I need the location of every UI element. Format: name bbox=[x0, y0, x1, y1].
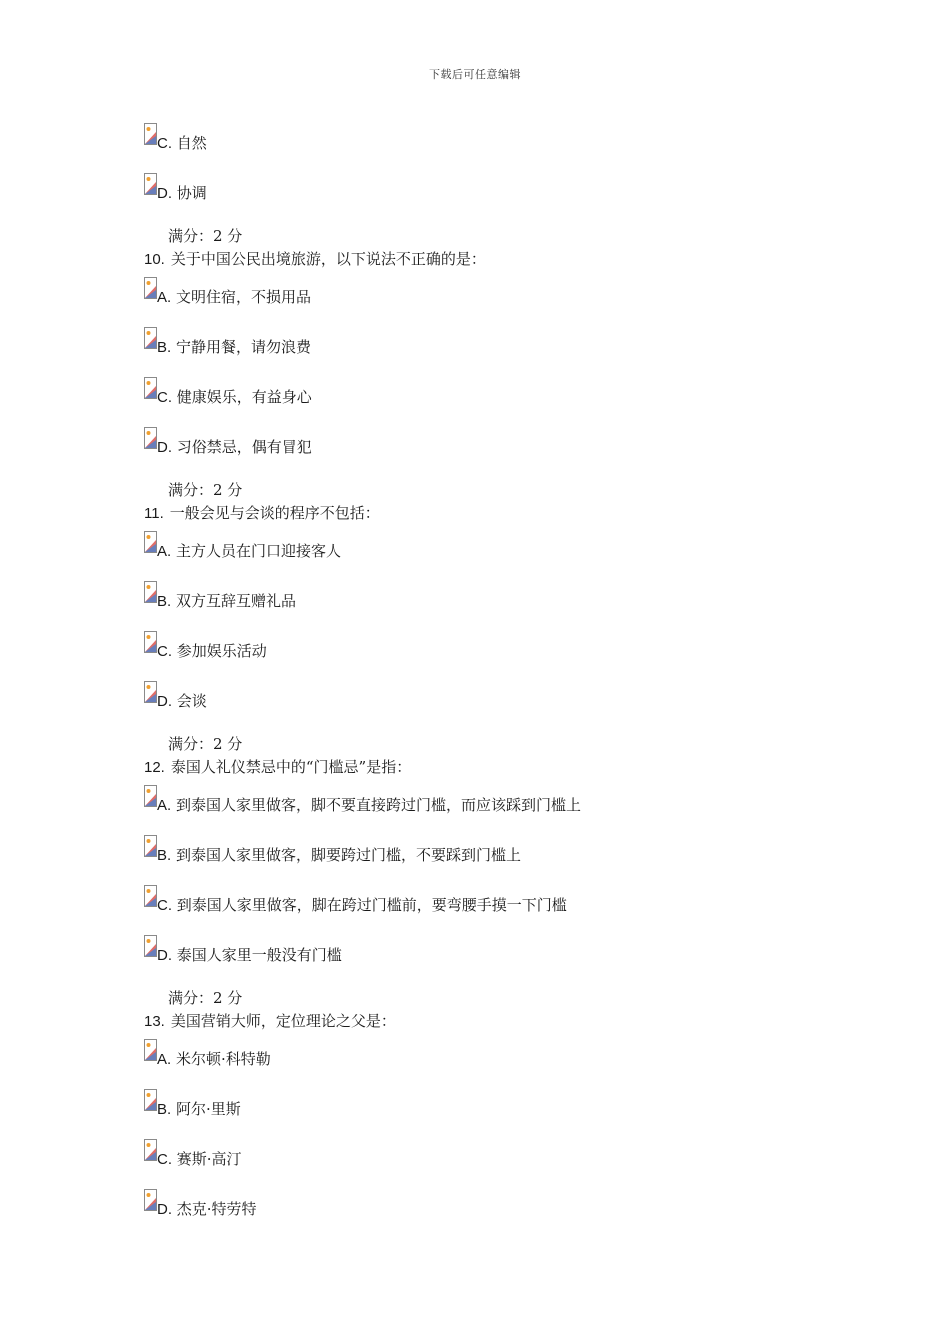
option-letter: D. bbox=[157, 947, 172, 964]
option-text: 主方人员在门口迎接客人 bbox=[171, 542, 341, 560]
option-text: 到泰国人家里做客，脚要跨过门槛，不要踩到门槛上 bbox=[171, 846, 521, 864]
option-letter: A. bbox=[157, 1051, 172, 1068]
option-text: 习俗禁忌，偶有冒犯 bbox=[172, 438, 312, 456]
option-letter: C. bbox=[157, 897, 172, 914]
option-text: 宁静用餐，请勿浪费 bbox=[171, 338, 311, 356]
option-text: 协调 bbox=[172, 184, 207, 202]
question-stem bbox=[144, 249, 844, 275]
option-letter: C. bbox=[157, 643, 172, 660]
option-text: 阿尔·里斯 bbox=[171, 1100, 241, 1118]
option-letter: A. bbox=[157, 289, 172, 306]
option-letter: B. bbox=[157, 593, 172, 610]
score-line: 满分：2 分 bbox=[168, 989, 243, 1007]
question-block bbox=[144, 249, 844, 503]
option-b[interactable] bbox=[144, 1087, 844, 1137]
broken-image-icon bbox=[144, 885, 157, 907]
question-text: 美国营销大师，定位理论之父是： bbox=[170, 1012, 396, 1030]
option-a[interactable] bbox=[144, 529, 844, 579]
question-text: 一般会见与会谈的程序不包括： bbox=[169, 504, 380, 522]
score-line: 满分：2 分 bbox=[168, 735, 243, 753]
option-letter: B. bbox=[157, 339, 172, 356]
option-letter: C. bbox=[157, 135, 172, 152]
question-number: 13. bbox=[144, 1013, 165, 1030]
option-letter: C. bbox=[157, 1151, 172, 1168]
broken-image-icon bbox=[144, 1089, 157, 1111]
option-b[interactable] bbox=[144, 579, 844, 629]
option-c[interactable] bbox=[144, 375, 844, 425]
broken-image-icon bbox=[144, 1139, 157, 1161]
question-stem bbox=[144, 757, 844, 783]
score-line: 满分：2 分 bbox=[168, 227, 243, 245]
option-a[interactable] bbox=[144, 1037, 844, 1087]
option-letter: D. bbox=[157, 693, 172, 710]
option-letter: D. bbox=[157, 1201, 172, 1218]
question-block bbox=[144, 503, 844, 757]
option-c[interactable] bbox=[144, 629, 844, 679]
option-c[interactable] bbox=[144, 883, 844, 933]
question-number: 12. bbox=[144, 759, 165, 776]
score-line: 满分：2 分 bbox=[168, 481, 243, 499]
broken-image-icon bbox=[144, 377, 157, 399]
option-letter: A. bbox=[157, 543, 172, 560]
option-text: 会谈 bbox=[172, 692, 207, 710]
option-text: 杰克·特劳特 bbox=[172, 1200, 257, 1218]
option-d[interactable] bbox=[144, 425, 844, 475]
option-letter: D. bbox=[157, 185, 172, 202]
question-list bbox=[144, 121, 844, 1237]
broken-image-icon bbox=[144, 631, 157, 653]
option-text: 双方互辞互赠礼品 bbox=[171, 592, 296, 610]
option-a[interactable] bbox=[144, 275, 844, 325]
question-stem bbox=[144, 503, 844, 529]
question-text: 泰国人礼仪禁忌中的“门槛忌”是指： bbox=[170, 758, 412, 776]
question-block bbox=[144, 121, 844, 249]
broken-image-icon bbox=[144, 835, 157, 857]
option-text: 到泰国人家里做客，脚在跨过门槛前，要弯腰手摸一下门槛 bbox=[172, 896, 567, 914]
option-text: 米尔顿·科特勒 bbox=[171, 1050, 271, 1068]
question-number: 10. bbox=[144, 251, 165, 268]
broken-image-icon bbox=[144, 173, 157, 195]
option-letter: B. bbox=[157, 847, 172, 864]
option-letter: A. bbox=[157, 797, 172, 814]
option-letter: C. bbox=[157, 389, 172, 406]
option-letter: D. bbox=[157, 439, 172, 456]
option-d[interactable] bbox=[144, 679, 844, 729]
option-text: 赛斯·高汀 bbox=[172, 1150, 242, 1168]
option-a[interactable] bbox=[144, 783, 844, 833]
option-c[interactable] bbox=[144, 1137, 844, 1187]
broken-image-icon bbox=[144, 531, 157, 553]
question-number: 11. bbox=[144, 505, 164, 522]
question-text: 关于中国公民出境旅游，以下说法不正确的是： bbox=[170, 250, 486, 268]
option-text: 健康娱乐，有益身心 bbox=[172, 388, 312, 406]
option-b[interactable] bbox=[144, 325, 844, 375]
option-text: 到泰国人家里做客，脚不要直接跨过门槛，而应该踩到门槛上 bbox=[171, 796, 581, 814]
broken-image-icon bbox=[144, 277, 157, 299]
broken-image-icon bbox=[144, 935, 157, 957]
option-d[interactable] bbox=[144, 933, 844, 983]
question-block bbox=[144, 757, 844, 1011]
broken-image-icon bbox=[144, 123, 157, 145]
question-stem bbox=[144, 1011, 844, 1037]
option-b[interactable] bbox=[144, 833, 844, 883]
option-d[interactable] bbox=[144, 1187, 844, 1237]
option-c[interactable] bbox=[144, 121, 844, 171]
broken-image-icon bbox=[144, 785, 157, 807]
broken-image-icon bbox=[144, 327, 157, 349]
broken-image-icon bbox=[144, 1039, 157, 1061]
option-text: 参加娱乐活动 bbox=[172, 642, 267, 660]
option-text: 泰国人家里一般没有门槛 bbox=[172, 946, 342, 964]
option-letter: B. bbox=[157, 1101, 172, 1118]
broken-image-icon bbox=[144, 427, 157, 449]
broken-image-icon bbox=[144, 681, 157, 703]
broken-image-icon bbox=[144, 581, 157, 603]
question-block bbox=[144, 1011, 844, 1237]
broken-image-icon bbox=[144, 1189, 157, 1211]
option-d[interactable] bbox=[144, 171, 844, 221]
option-text: 文明住宿，不损用品 bbox=[171, 288, 311, 306]
header-note: 下载后可任意编辑 bbox=[429, 68, 521, 81]
option-text: 自然 bbox=[172, 134, 207, 152]
